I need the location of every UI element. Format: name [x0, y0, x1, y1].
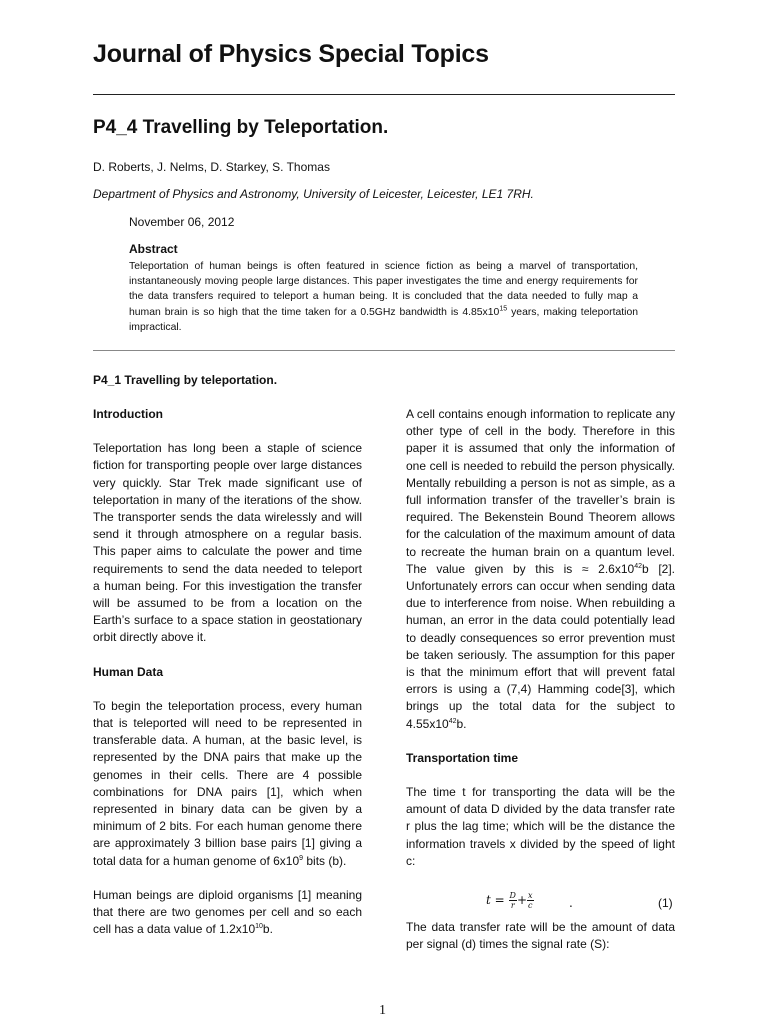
abstract-divider — [93, 350, 675, 351]
paper-title: P4_4 Travelling by Teleportation. — [93, 117, 389, 138]
authors: D. Roberts, J. Nelms, D. Starkey, S. Thomas — [93, 160, 330, 174]
abstract-text: Teleportation of human beings is often featured in science fiction as being a marvel of transportation, instantaneously moving people large distances. This paper investigates the time and energy requirements for the data transfers required to teleport a human being. It is concluded that the data needed to fully map a human brain is so high that the time taken for a 0.5GHz bandwidth is $4.85x10^{15}$ years, making teleportation impractical. — [129, 261, 638, 333]
cell-data-paragraph: A cell contains enough information to replicate any other type of cell in the body. Therefore in this paper it is assumed that only the information of one cell is needed to rebuild the person physically. Mentally rebuilding a person is not as simple, as a full information transfer of the traveller’s brain is required. The Bekenstein Bound Theorem allows for the calculation of the maximum amount of data to recreate the human brain on a quantum level. The value given by this is ≈ $2.6x10^{42}b$ [2]. Unfortunately errors can occur when sending data due to interference from noise. When rebuilding a human, an error in the data could potentially lead to deadly consequences so error prevention must be taken seriously. The assumption for this paper is that the minimum effort that will prevent fatal errors is using a (7,4) Hamming code[3], which brings up the total data for the subject to $4.55x10^{42}b$. — [406, 407, 675, 731]
publication-date: November 06, 2012 — [129, 215, 235, 229]
transportation-time-paragraph: The time t for transporting the data will be the amount of data D divided by the data transfer rate r plus the lag time; which will be the distance the information travels x divided by the speed of light c: — [406, 785, 675, 868]
abstract-heading: Abstract — [129, 242, 178, 256]
affiliation: Department of Physics and Astronomy, University of Leicester, Leicester, LE1 7RH. — [93, 187, 534, 201]
equation-expression: t = $\frac{D}{r}$ + $\frac{x}{c}$ — [486, 891, 533, 911]
page-number: 1 — [379, 1003, 386, 1018]
introduction-paragraph: Teleportation has long been a staple of science fiction for transporting people over large distances very quickly. Star Trek made significant use of teleportation in many of the iterations of the show. The transporter sends the data wirelessly and will send it through atmosphere on a regular basis. This paper aims to calculate the power and time requirements to send the data needed to teleport a human being. For this investigation the transfer will be assumed to be from a location on the Earth’s surface to a space station in geostationary orbit directly above it. — [93, 441, 362, 645]
human-data-paragraph-2: Human beings are diploid organisms [1] meaning that there are two genomes per cell and so each cell has a data value of $1.2x10^{10}b$. — [93, 887, 362, 937]
introduction-heading: Introduction — [93, 407, 163, 421]
equation-1: t = $\frac{D}{r}$ + $\frac{x}{c}$ . (1) — [406, 887, 675, 917]
transportation-time-heading: Transportation time — [406, 750, 519, 765]
journal-title: Journal of Physics Special Topics — [93, 40, 489, 68]
human-data-heading: Human Data — [93, 664, 164, 679]
right-column — [406, 406, 675, 953]
human-data-paragraph-1: To begin the teleportation process, every human that is teleported will need to be represented in transferable data. A human, at the basic level, is represented by the DNA pairs that make up the genomes in their cells. There are 4 possible combinations for DNA pairs [1], which when represented in binary data can be given by a minimum of 2 bits. For each human genome there are approximately 3 billion base pairs [1] giving a total data for a human genome of $6x10^9$ bits (b). — [93, 698, 362, 868]
header-rule — [93, 94, 675, 95]
left-column — [93, 406, 362, 955]
abstract-exponent: 15 — [499, 305, 508, 313]
equation-number: (1) — [658, 896, 673, 911]
section-title: P4_1 Travelling by teleportation. — [93, 373, 278, 387]
data-rate-paragraph: The data transfer rate will be the amount of data per signal (d) times the signal rate (S): — [406, 920, 675, 952]
